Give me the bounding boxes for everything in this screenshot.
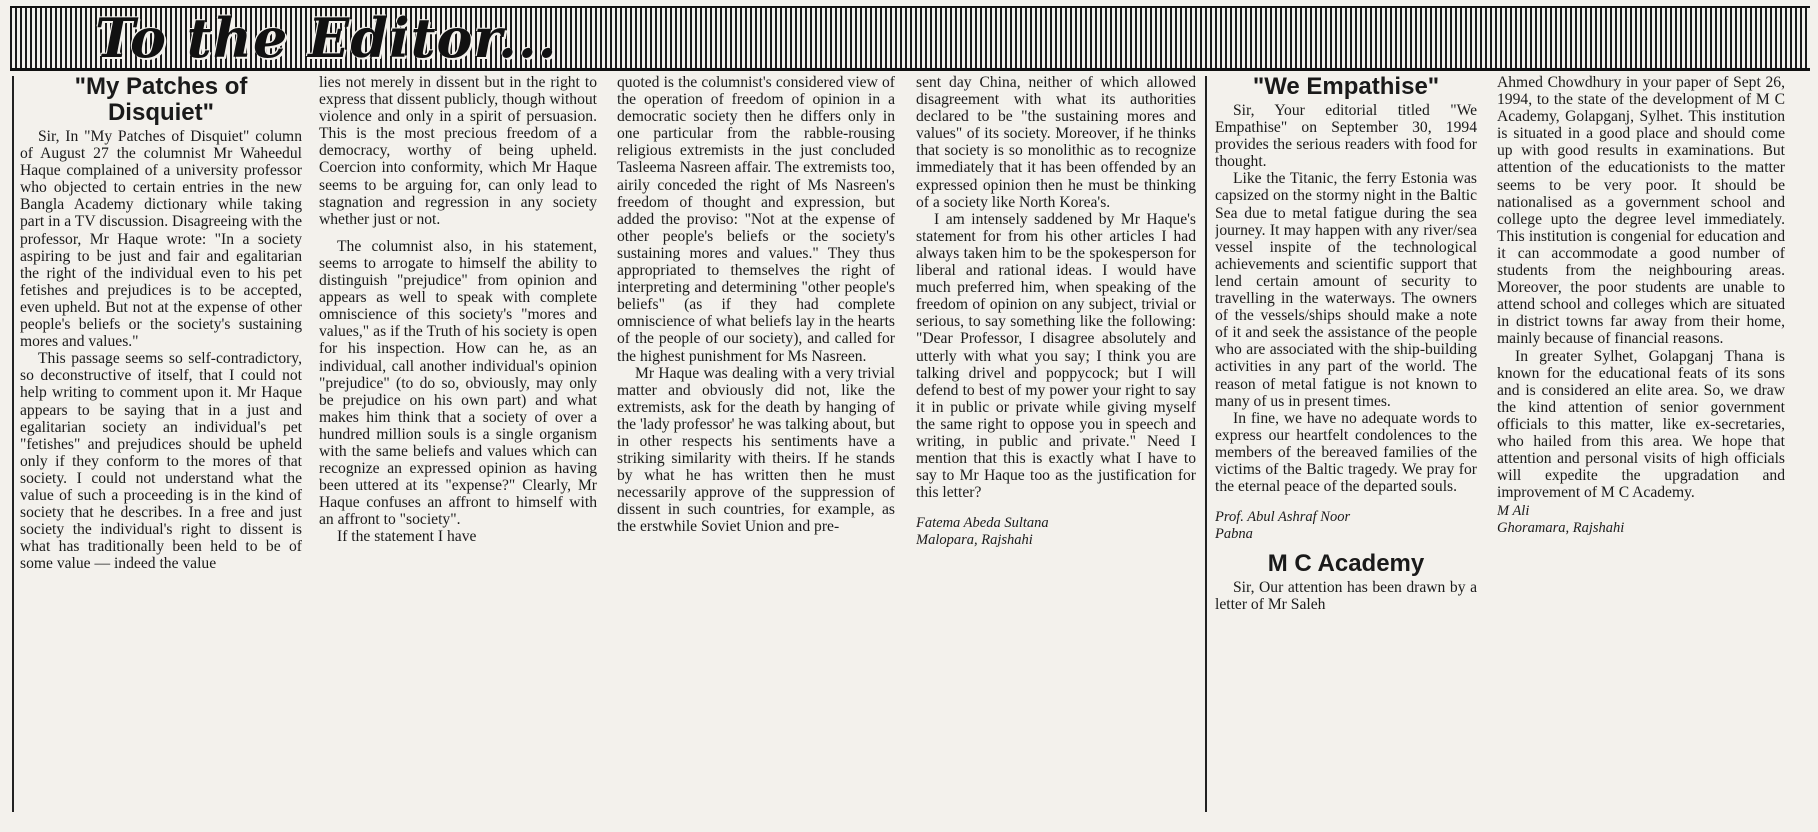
letter2-paragraph: Sir, Your editorial titled "We Empathise" on September 30, 1994 provides the serious readers with food for thought. [1215,102,1477,171]
letter3-paragraph: In greater Sylhet, Golapganj Thana is known for the educational feats of its sons and is considered an elite area. So, we draw the kind attention of senior government officials to this matter, like ex-secretaries, who hailed from this area. We hope that attention and personal visits of high officials will expedite the upgradation and improvement of M C Academy. [1497,347,1785,502]
letter1-column1 [20,74,302,814]
letter1-paragraph: lies not merely in dissent but in the right to express that dissent publicly, though without violence and only in a spirit of persuasion. This is the most precious freedom of a democracy, worthy of being upheld. Coercion into conformity, which Mr Haque seems to be arguing for, can only lead to stagnation and regression in any society whether just or not. [319,74,597,228]
letter1-column4 [916,74,1196,814]
letter1-signature-name: Fatema Abeda Sultana [916,515,1049,532]
letter1-paragraph: The columnist also, in his statement, seems to arrogate to himself the ability to distinguish "prejudice" from opinion and appears as well to speak with complete omniscience of this society's "mores and values," as if the Truth of his society is open for his inspection. How can he, as an individual, call another individual's opinion "prejudice" (to do so, obviously, may only be prejudice on his own part) and what makes him think that a society of over a hundred million souls is a single organism with the same beliefs and values which can recognize an expressed opinion as having been uttered at its "expense?" Clearly, Mr Haque confuses an affront to himself with an affront to "society". [319,237,597,529]
letter3-signature-place: Ghoramara, Rajshahi [1497,520,1625,537]
letter1-signature-place: Malopara, Rajshahi [916,532,1033,549]
column-rule [1205,76,1207,812]
letter3-column [1497,74,1785,814]
letter3-heading: M C Academy [1267,550,1425,578]
letter2-column [1215,74,1477,814]
section-banner [10,6,1810,71]
letter1-paragraph: sent day China, neither of which allowed disagreement with what its authorities declared to be "the sustaining mores and values" of its society. Moreover, if he thinks that society is so monolithic as to recognize immediately that it has been offended by an expressed opinion then he must be thinking of a society like North Korea's. [916,74,1196,211]
section-title: To the Editor... [95,6,558,70]
letter1-heading: "My Patches of Disquiet" [74,74,248,126]
letter1-paragraph: If the statement I have [337,528,477,546]
letter2-signature-place: Pabna [1215,526,1253,543]
letter2-paragraph: In fine, we have no adequate words to express our heartfelt condolences to the members of the bereaved families of the victims of the Baltic tragedy. We pray for the eternal peace of the departed souls. [1215,409,1477,496]
letter1-paragraph: Sir, In "My Patches of Disquiet" column of August 27 the columnist Mr Waheedul Haque complained of a university professor who objected to certain entries in the new Bangla Academy dictionary while taking part in a TV discussion. Disagreeing with the professor, Mr Haque wrote: "In a society aspiring to be just and fair and egalitarian the right of the individual even to his pet fetishes and prejudices is to be accepted, even upheld. But not at the expense of other people's beliefs or the society's sustaining mores and values." [20,128,302,351]
letter1-column3 [617,74,895,814]
letter3-paragraph: Ahmed Chowdhury in your paper of Sept 26, 1994, to the state of the development of M C Academy, Golapganj, Sylhet. This institution is situated in a good place and should come up with good results in examinations. But attention of the educationists to the matter seems to be very poor. It should be nationalised as a government school and college upto the degree level immediately. This institution is congenial for education and it can accommodate a good number of students from the neighbouring areas. Moreover, the poor students are unable to attend school and colleges which are situated in district towns far away from their home, mainly because of financial reasons. [1497,74,1785,348]
letter1-paragraph: quoted is the columnist's considered view of the operation of freedom of opinion in a democratic society then he differs only in one particular from the rabble-rousing religious extremists in the just concluded Tasleema Nasreen affair. The extremists too, airily conceded the right of Ms Nasreen's freedom of thought and expression, but added the proviso: "Not at the expense of other people's beliefs or the society's sustaining mores and values." They thus appropriated to themselves the right of interpreting and determining "other people's beliefs" (as if they had complete omniscience of what beliefs lay in the hearts of the people of our society), and called for the highest punishment for Ms Nasreen. [617,74,895,365]
letter1-paragraph: I am intensely saddened by Mr Haque's statement for from his other articles I had always taken him to be the spokesperson for liberal and rational ideas. I would have much preferred him, when speaking of the freedom of opinion on any subject, trivial or serious, to say something like the following: "Dear Professor, I disagree absolutely and utterly with what you say; I think you are talking drivel and poppycock; but I will defend to best of my power your right to say it in public or private while giving myself the same right to oppose you in speech and writing, in public and private." Need I mention that this is exactly what I have to say to Mr Haque too as the justification for this letter? [916,210,1196,502]
column-rule [12,76,14,812]
letter2-heading: "We Empathise" [1252,74,1440,100]
letter2-signature-name: Prof. Abul Ashraf Noor [1215,509,1351,526]
letter1-paragraph: Mr Haque was dealing with a very trivial matter and obviously did not, like the extremists, ask for the death by hanging of the 'lady professor' he was talking about, but in other respects his sentiments have a striking similarity with theirs. If he stands by what he has written then he must necessarily approve of the suppression of dissent in such countries, for example, as the erstwhile Soviet Union and pre- [617,364,895,536]
letter2-paragraph: Like the Titanic, the ferry Estonia was capsized on the stormy night in the Baltic Sea due to metal fatigue during the sea journey. It may happen with any river/sea vessel inspite of the technological achievements and scientific support that lend certain amount of security to travelling in the waterways. The owners of the vessels/ships should make a note of it and seek the assistance of the people who are associated with the ship-building activities in any part of the world. The reason of metal fatigue is not known to many of us in present times. [1215,170,1477,410]
letter3-signature-name: M Ali [1497,503,1530,520]
letter1-paragraph: This passage seems so self-contradictory, so deconstructive of itself, that I could not help writing to comment upon it. Mr Haque appears to be saying that in a just and egalitarian society an individual's pet "fetishes" and prejudices should be upheld only if they conform to the mores of that society. I could not understand what the value of such a proceeding is in the kind of society that he describes. In a free and just society the individual's right to dissent is what has traditionally been held to be of some value — indeed the value [20,350,302,573]
letter3-paragraph: Sir, Our attention has been drawn by a letter of Mr Saleh [1215,579,1477,614]
letter1-column2 [319,74,597,814]
